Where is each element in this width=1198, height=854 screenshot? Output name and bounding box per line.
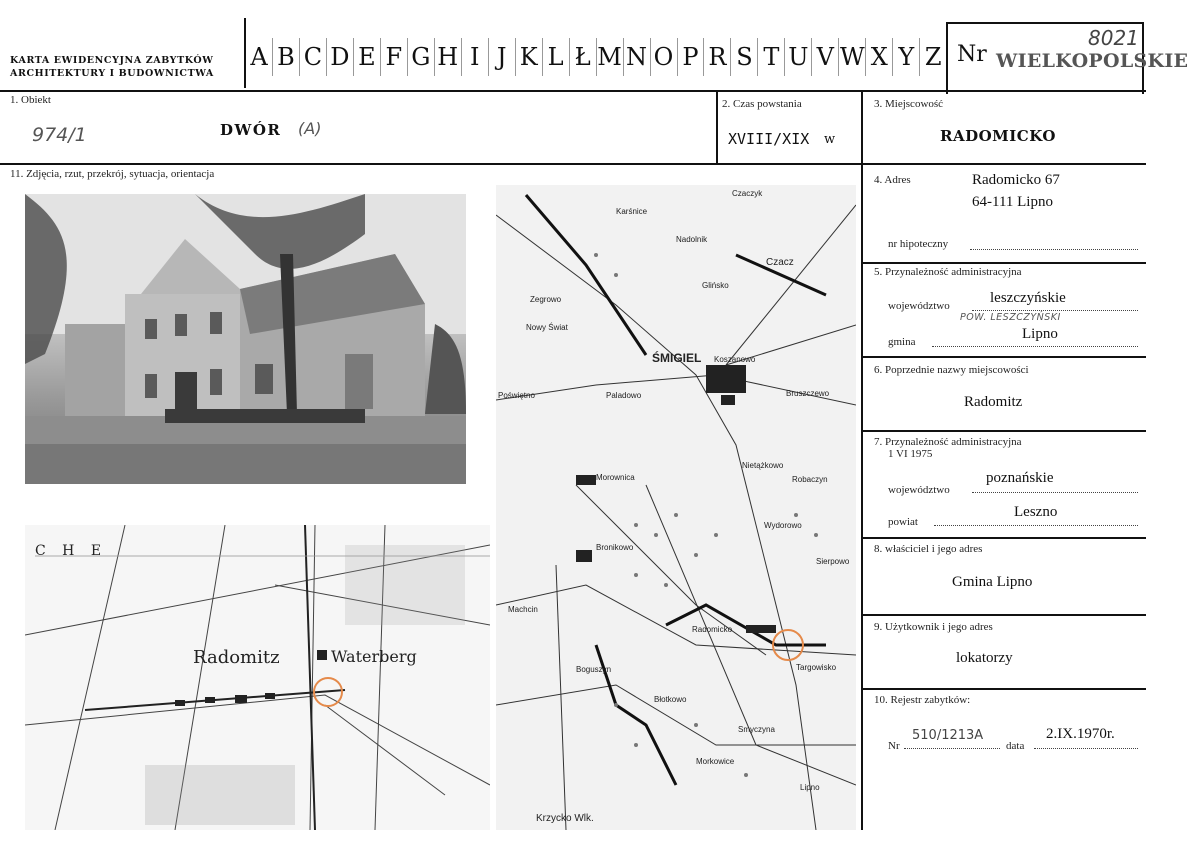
letter-index-cell: Ł: [569, 38, 596, 76]
map-label: Radomicko: [692, 625, 733, 634]
map-label: Nowy Świat: [526, 323, 568, 332]
map-label: C H E: [35, 543, 108, 559]
obiekt-value: DWÓR: [220, 121, 282, 139]
map-label: Czaczyk: [732, 189, 763, 198]
letter-index-cell: P: [677, 38, 704, 76]
rejestr-nr-label: Nr: [888, 740, 900, 752]
przynaleznosc-bottom-line: [861, 356, 1146, 358]
rejestr-data-value: 2.IX.1970r.: [1046, 726, 1115, 742]
letter-index-cell: S: [730, 38, 757, 76]
rejestr-label: 10. Rejestr zabytków:: [874, 694, 971, 706]
adres-label: 4. Adres: [874, 174, 911, 186]
map-label: Glińsko: [702, 281, 729, 290]
map-label: Robaczyn: [792, 475, 828, 484]
letter-index-cell: M: [596, 38, 623, 76]
przynaleznosc-gmina-line: [932, 345, 1138, 347]
map-label: ŚMIGIEL: [652, 351, 702, 365]
map-label: Nietążkowo: [742, 461, 784, 470]
map-label: Lipno: [800, 783, 820, 792]
przynaleznosc1975-label2: 1 VI 1975: [888, 448, 933, 460]
adres-line1: Radomicko 67: [972, 172, 1060, 188]
rejestr-nr-value: 510/1213A: [912, 728, 984, 743]
map-label: Czacz: [766, 257, 794, 268]
przynaleznosc1975-powiat-value: Leszno: [1014, 504, 1058, 520]
przynaleznosc-pow-handwritten: POW. LESZCZYŃSKI: [960, 312, 1061, 323]
obiekt-suffix: (A): [298, 119, 322, 138]
map-label: Paladowo: [606, 391, 642, 400]
letter-index-cell: A: [250, 43, 268, 71]
hipoteczny-line: [970, 248, 1138, 250]
regional-map: [496, 185, 856, 830]
czas-value: XVIII/XIX: [728, 130, 810, 148]
card-title: [10, 54, 214, 80]
letter-index-cell: F: [380, 38, 407, 76]
poprzednie-value: Radomitz: [964, 394, 1023, 410]
map-label: Targowisko: [796, 663, 837, 672]
map-label: Wydorowo: [764, 521, 802, 530]
adres-bottom-line: [861, 262, 1146, 264]
letter-index-cell: G: [407, 38, 434, 76]
map-label: Morkowice: [696, 757, 735, 766]
wlasciciel-value: Gmina Lipno: [952, 574, 1033, 590]
letter-index-cell: D: [326, 38, 353, 76]
przynaleznosc-woj-label: województwo: [888, 300, 950, 312]
nr-label: Nr: [957, 42, 987, 67]
adres-line2: 64-111 Lipno: [972, 194, 1053, 210]
przynaleznosc1975-bottom-line: [861, 537, 1146, 539]
map-label: Machcin: [508, 605, 538, 614]
map-label: Nadolnik: [676, 235, 708, 244]
map-label: Bronikowo: [596, 543, 634, 552]
letter-index-cell: E: [353, 38, 380, 76]
letter-index-cell: L: [542, 38, 569, 76]
letter-index-cell: Y: [892, 38, 919, 76]
map-label: Radomitz: [193, 647, 280, 668]
map-label: Boguszyn: [576, 665, 612, 674]
przynaleznosc1975-label1: 7. Przynależność administracyjna: [874, 436, 1022, 448]
przynaleznosc-gmina-label: gmina: [888, 336, 916, 348]
obiekt-code: 974/1: [32, 124, 87, 146]
poprzednie-bottom-line: [861, 430, 1146, 432]
wlasciciel-bottom-line: [861, 614, 1146, 616]
przynaleznosc1975-woj-value: poznańskie: [986, 470, 1054, 486]
letter-index-cell: T: [757, 38, 784, 76]
letter-index: [246, 38, 946, 76]
letter-index-cell: V: [811, 38, 838, 76]
map-label: Bruszczewo: [786, 389, 830, 398]
rejestr-data-label: data: [1006, 740, 1025, 752]
local-map-drawing: [25, 525, 490, 830]
letter-index-cell: B: [272, 38, 299, 76]
region-stamp: WIELKOPOLSKIE: [996, 50, 1189, 72]
manor-photo: [25, 194, 466, 484]
przynaleznosc1975-woj-label: województwo: [888, 484, 950, 496]
miejscowosc-label: 3. Miejscowość: [874, 98, 944, 110]
local-map: [25, 525, 490, 830]
map-label: Morownica: [596, 473, 635, 482]
przynaleznosc1975-woj-line: [972, 491, 1138, 493]
przynaleznosc-label: 5. Przynależność administracyjna: [874, 266, 1022, 278]
map-label: Koszanowo: [714, 355, 756, 364]
letter-index-cell: R: [703, 38, 730, 76]
regional-map-drawing: [496, 185, 856, 830]
card-title-line1: KARTA EWIDENCYJNA ZABYTKÓW: [10, 55, 214, 66]
uzytkownik-label: 9. Użytkownik i jego adres: [874, 621, 993, 633]
right-column-divider: [861, 90, 863, 830]
map-label: Smyczyna: [738, 725, 775, 734]
nr-handwritten: 8021: [1088, 26, 1139, 50]
poprzednie-label: 6. Poprzednie nazwy miejscowości: [874, 364, 1029, 376]
letter-index-cell: C: [299, 38, 326, 76]
map-label: Krzycko Wlk.: [536, 813, 594, 824]
letter-index-cell: I: [461, 38, 488, 76]
uzytkownik-value: lokatorzy: [956, 650, 1013, 666]
przynaleznosc1975-powiat-label: powiat: [888, 516, 918, 528]
przynaleznosc1975-powiat-line: [934, 524, 1138, 526]
letter-index-cell: O: [650, 38, 677, 76]
header-bottom-line: [0, 90, 1146, 92]
map-label: Sierpowo: [816, 557, 850, 566]
czas-label: 2. Czas powstania: [722, 98, 802, 110]
letter-index-cell: K: [515, 38, 542, 76]
przynaleznosc-gmina-value: Lipno: [1022, 326, 1058, 342]
czas-suffix: w: [824, 132, 836, 147]
manor-photo-drawing: [25, 194, 466, 484]
czas-divider: [716, 90, 718, 164]
obiekt-label: 1. Obiekt: [10, 94, 51, 106]
wlasciciel-label: 8. właściciel i jego adres: [874, 543, 983, 555]
map-label: Waterberg: [331, 647, 417, 666]
rejestr-data-line: [1034, 747, 1138, 749]
letter-index-cell: J: [488, 38, 515, 76]
letter-index-cell: H: [434, 38, 461, 76]
letter-index-cell: N: [623, 38, 650, 76]
letter-index-cell: Z: [919, 38, 946, 76]
letter-index-cell: W: [838, 38, 865, 76]
nr-box-top: [946, 22, 1144, 24]
nr-box-left: [946, 22, 948, 94]
card-title-line2: ARCHITEKTURY I BUDOWNICTWA: [10, 68, 214, 79]
row1-bottom-line: [0, 163, 1146, 165]
uzytkownik-bottom-line: [861, 688, 1146, 690]
letter-index-cell: X: [865, 38, 892, 76]
miejscowosc-value: RADOMICKO: [940, 127, 1056, 145]
przynaleznosc-woj-line: [972, 309, 1138, 311]
map-label: Poświętno: [498, 391, 535, 400]
rejestr-nr-line: [904, 747, 1000, 749]
map-label: Błotkowo: [654, 695, 687, 704]
letter-index-cell: U: [784, 38, 811, 76]
przynaleznosc-woj-value: leszczyńskie: [990, 290, 1066, 306]
map-label: Karśnice: [616, 207, 648, 216]
section11-label: 11. Zdjęcia, rzut, przekrój, sytuacja, orientacja: [10, 168, 215, 180]
map-label: Zegrowo: [530, 295, 562, 304]
hipoteczny-label: nr hipoteczny: [888, 238, 949, 250]
